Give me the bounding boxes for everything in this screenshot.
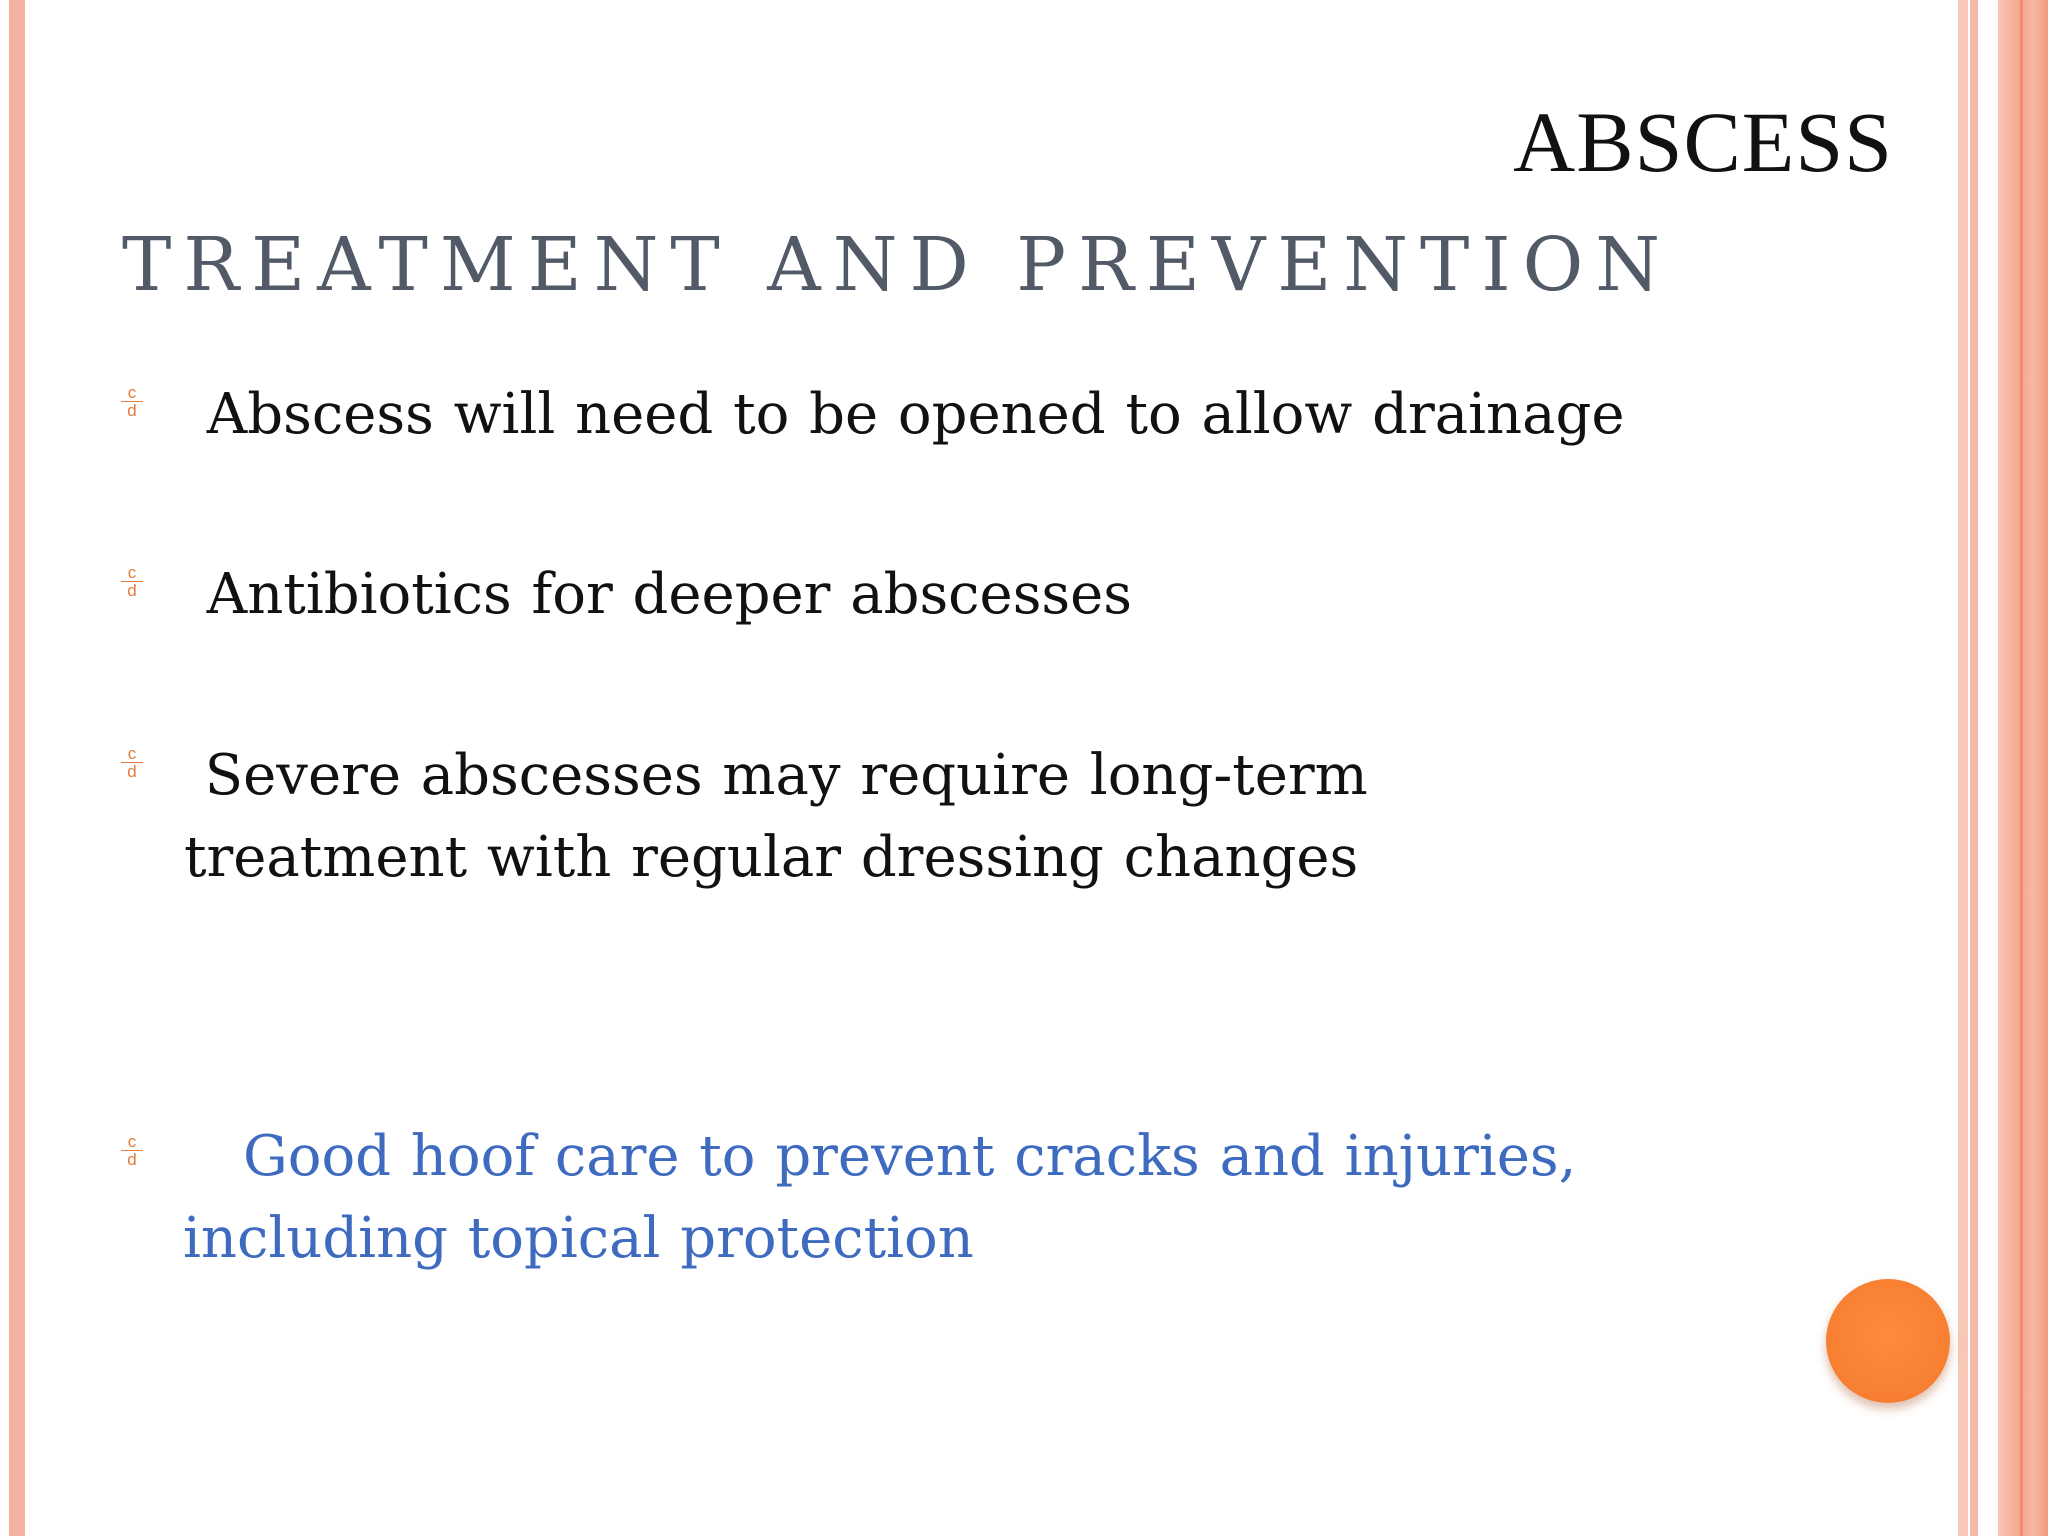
right-stripe (1978, 0, 1998, 1536)
bullet-glyph-top: c (121, 385, 143, 402)
bullet-item-continuation (183, 1198, 974, 1280)
bullet-line: including topical protection (183, 1206, 974, 1271)
bullet-line: Good hoof care to prevent cracks and injuries, (243, 1124, 1577, 1189)
left-border-stripe (9, 0, 25, 1536)
bullet-line: Antibiotics for deeper abscesses (187, 562, 1133, 627)
right-decorative-stripes (1958, 0, 2048, 1536)
right-stripe (1958, 0, 1968, 1536)
bullet-item-continuation (184, 817, 1358, 899)
right-stripe (1970, 0, 1978, 1536)
bullet-glyph-bottom: d (127, 581, 137, 600)
slide-subtitle: TREATMENT AND PREVENTION (122, 222, 1673, 308)
bullet-glyph-bottom: d (127, 762, 137, 781)
slide-title: ABSCESS (1513, 94, 1893, 190)
bullet-item (185, 735, 1368, 817)
bullet-line: Severe abscesses may require long-term (185, 743, 1368, 808)
orange-circle-decoration (1826, 1279, 1950, 1403)
bullet-item (187, 554, 1132, 636)
right-stripe (1998, 0, 2048, 1536)
bullet-line: Abscess will need to be opened to allow drainage (187, 382, 1625, 447)
bullet-glyph-bottom: d (127, 401, 137, 420)
right-stripe (2020, 0, 2023, 1536)
bullet-glyph-bottom: d (127, 1150, 137, 1169)
orange-fraction-bullet-icon (121, 746, 143, 780)
bullet-glyph-top: c (121, 565, 143, 582)
orange-fraction-bullet-icon (121, 385, 143, 419)
bullet-line: treatment with regular dressing changes (184, 825, 1359, 890)
bullet-glyph-top: c (121, 746, 143, 763)
bullet-item (243, 1116, 1576, 1198)
orange-fraction-bullet-icon (121, 1134, 143, 1168)
bullet-item (187, 374, 1624, 456)
orange-fraction-bullet-icon (121, 565, 143, 599)
bullet-glyph-top: c (121, 1134, 143, 1151)
